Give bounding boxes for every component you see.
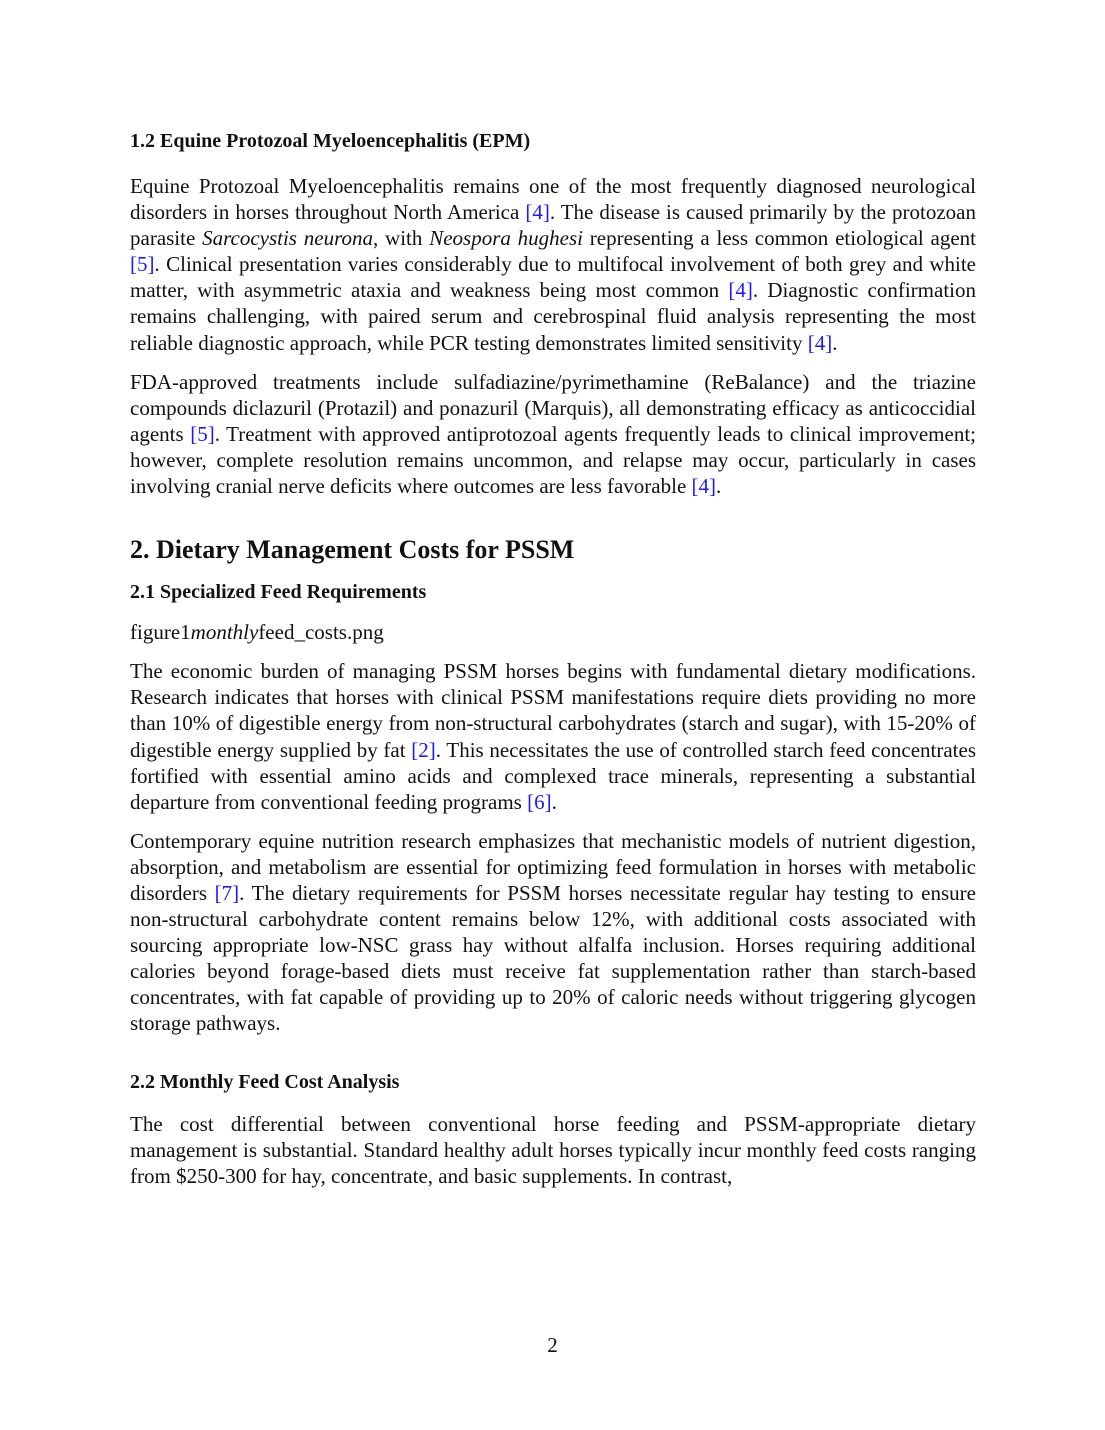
citation-4[interactable]: [4] (525, 200, 550, 225)
citation-4[interactable]: [4] (691, 474, 717, 499)
citation-4[interactable]: [4] (807, 330, 833, 355)
paragraph-epm-2: FDA-approved treatments include sulfadiazine/pyrimethamine (ReBalance) and the triazine compounds diclazuril (Protazil) and ponazuril (Marquis), all demonstrating efficacy as anticoccidial agents [5]. Treatment with approved antiprotozoal agents frequently leads to clinical improvement; however, complete resolution remains uncommon, and relapse may occur, particularly in cases involving cranial nerve deficits where outcomes are less favorable [4]. (130, 369, 977, 499)
citation-2[interactable]: [2] (411, 737, 436, 762)
heading-2: 2. Dietary Management Costs for PSSM (130, 535, 575, 565)
citation-4[interactable]: [4] (728, 278, 753, 303)
heading-1-2: 1.2 Equine Protozoal Myeloencephalitis (EPM) (130, 130, 531, 152)
citation-5[interactable]: [5] (190, 421, 215, 446)
paragraph-epm-1: Equine Protozoal Myeloencephalitis remains one of the most frequently diagnosed neurological disorders in horses throughout North America [4]. The disease is caused primarily by the protozoan parasite Sarcocystis neurona, with Neospora hughesi representing a less common etiological agent [5]. Clinical presentation varies considerably due to multifocal involvement of both grey and white matter, with asymmetric ataxia and weakness being most common [4]. Diagnostic confirmation remains challenging, with paired serum and cerebrospinal fluid analysis representing the most reliable diagnostic approach, while PCR testing demonstrates limited sensitivity [4]. (130, 174, 977, 355)
citation-6[interactable]: [6] (527, 789, 552, 814)
figure-placeholder: figure1monthlyfeed_costs.png (130, 620, 384, 645)
paragraph-feed-1: The economic burden of managing PSSM horses begins with fundamental dietary modifications. Research indicates that horses with clinical PSSM manifestations require diets providing no more than 10% of digestible energy from non-structural carbohydrates (starch and sugar), with 15-20% of digestible energy supplied by fat [2]. This necessitates the use of controlled starch feed concentrates fortified with essential amino acids and complexed trace minerals, representing a substantial departure from conventional feeding programs [6]. (130, 659, 977, 814)
paragraph-cost-1: The cost differential between conventional horse feeding and PSSM-appropriate dietary management is substantial. Standard healthy adult horses typically incur monthly feed costs ranging from $250-300 for hay, concentrate, and basic supplements. In contrast, (130, 1111, 976, 1188)
page-body (130, 128, 976, 1189)
heading-2-2: 2.2 Monthly Feed Cost Analysis (130, 1070, 400, 1093)
citation-5[interactable]: [5] (130, 252, 155, 277)
citation-7[interactable]: [7] (214, 880, 240, 905)
paragraph-feed-2: Contemporary equine nutrition research emphasizes that mechanistic models of nutrient digestion, absorption, and metabolism are essential for optimizing feed formulation in horses with metabolic disorders [7]. The dietary requirements for PSSM horses necessitate regular hay testing to ensure non-structural carbohydrate content remains below 12%, with additional costs associated with sourcing appropriate low-NSC grass hay without alfalfa inclusion. Horses requiring additional calories beyond forage-based diets must receive fat supplementation rather than starch-based concentrates, with fat capable of providing up to 20% of caloric needs without triggering glycogen storage pathways. (130, 828, 976, 1036)
page-number: 2 (547, 1333, 558, 1357)
heading-2-1: 2.1 Specialized Feed Requirements (130, 581, 427, 604)
